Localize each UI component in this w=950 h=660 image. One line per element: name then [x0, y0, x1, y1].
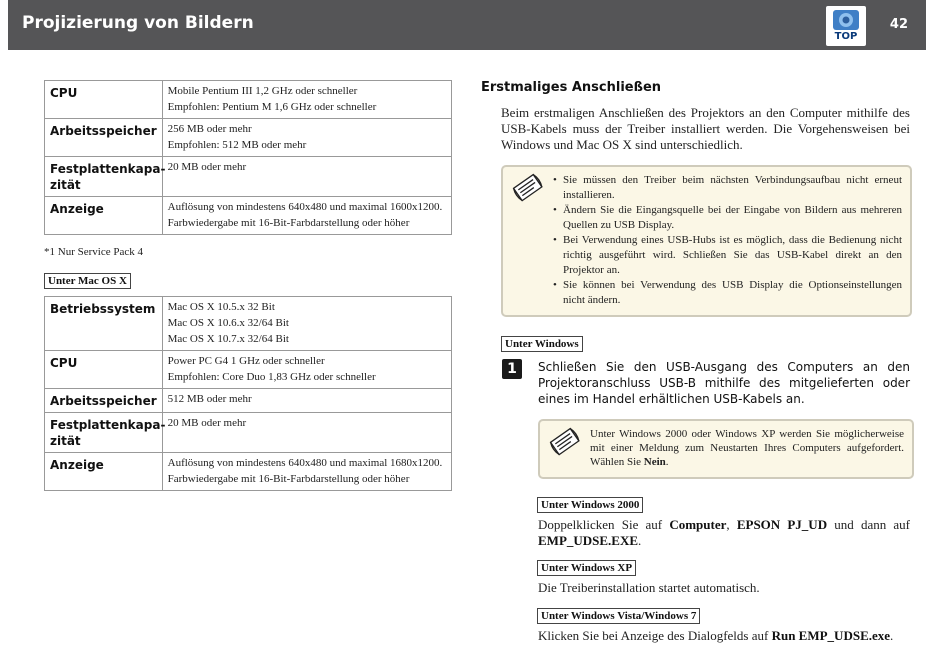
mac-section-label: Unter Mac OS X [44, 273, 131, 289]
row-value [162, 413, 451, 453]
footnote: *1 Nur Service Pack 4 [44, 246, 143, 258]
text-part: Klicken Sie bei Anzeige des Dialogfelds auf [538, 628, 772, 643]
row-value [162, 389, 451, 413]
row-value [162, 197, 451, 235]
value-line: Auflösung von mindestens 640x480 und maximal 1600x1200. [167, 201, 443, 213]
note-list [553, 173, 902, 308]
value-line: Mobile Pentium III 1,2 GHz oder schneller [167, 85, 358, 97]
table-row [45, 297, 452, 351]
table-row [45, 351, 452, 389]
row-key [45, 413, 166, 453]
text-part: Doppelklicken Sie auf [538, 517, 670, 532]
value-line: Power PC G4 1 GHz oder schneller [167, 355, 325, 367]
row-value [162, 119, 451, 157]
ui-term: EPSON PJ_UD [736, 517, 828, 532]
row-value [162, 81, 451, 119]
top-button[interactable] [826, 6, 866, 46]
section-heading: Erstmaliges Anschließen [481, 80, 662, 95]
note-box [501, 165, 912, 317]
row-key-text: Festplattenkapa-zität [50, 162, 166, 192]
note-emphasis: Nein [643, 456, 666, 468]
note-item: • Bei Verwendung eines USB-Hubs ist es möglich, dass die Bedienung nicht richtig ausgeführt wird. Schließen Sie das USB-Kabel direkt an den Projektor an. [563, 233, 902, 278]
intro-paragraph: Beim erstmaligen Anschließen des Projektors an den Computer mithilfe des USB-Kabels muss der Treiber installiert werden. Die Vorgehensweisen bei Windows und Mac OS X sind unterschiedlich. [501, 105, 910, 152]
ui-term: Run EMP_UDSE.exe [771, 628, 891, 643]
table-row [45, 119, 452, 157]
table-row [45, 453, 452, 491]
windowsvista-instruction [538, 628, 910, 644]
note-box-2 [538, 419, 914, 479]
windows-section-label: Unter Windows [501, 336, 583, 352]
table-row [45, 81, 452, 119]
windowsxp-label: Unter Windows XP [537, 560, 636, 576]
row-value [162, 351, 451, 389]
value-line: Farbwiedergabe mit 16-Bit-Farbdarstellung oder höher [167, 217, 410, 229]
value-line: Mac OS X 10.7.x 32/64 Bit [167, 333, 289, 345]
windowsxp-instruction: Die Treiberinstallation startet automatisch. [538, 580, 760, 595]
row-key-text: Festplattenkapa-zität [50, 418, 166, 448]
text-part: . [638, 533, 642, 548]
step-number-badge: 1 [502, 359, 522, 379]
row-value [162, 297, 451, 351]
value-line: Mac OS X 10.6.x 32/64 Bit [167, 317, 289, 329]
row-key: Anzeige [45, 453, 163, 491]
value-line: Empfohlen: Core Duo 1,83 GHz oder schneller [167, 371, 376, 383]
value-line: 20 MB oder mehr [167, 161, 247, 173]
table-row [45, 197, 452, 235]
top-label: TOP [834, 31, 858, 42]
value-line: 512 MB oder mehr [167, 393, 252, 405]
windows-requirements-table [44, 80, 452, 235]
page-number: 42 [889, 17, 908, 32]
note-item: • Sie müssen den Treiber beim nächsten Verbindungsaufbau nicht erneut installieren. [563, 173, 902, 203]
note-text-part: Unter Windows 2000 oder Windows XP werden Sie möglicherweise mit einer Meldung zum Neustarten Ihres Computers aufgefordert. Wählen Sie [590, 428, 904, 468]
row-value [162, 453, 451, 491]
memo-icon [548, 427, 582, 457]
value-line: Empfohlen: Pentium M 1,6 GHz oder schneller [167, 101, 377, 113]
table-row [45, 389, 452, 413]
page-title: Projizierung von Bildern [22, 13, 254, 33]
step-text: Schließen Sie den USB-Ausgang des Computers an den Projektoranschluss USB-B mithilfe des mitgelieferten oder eines im Handel erhältlichen USB-Kabels an. [538, 360, 910, 406]
windows2000-label: Unter Windows 2000 [537, 497, 643, 513]
row-key: Arbeitsspeicher [45, 119, 163, 157]
ui-term: Computer [669, 517, 727, 532]
note-text-part: . [665, 456, 669, 468]
memo-icon [511, 173, 545, 203]
windows2000-instruction [538, 517, 910, 549]
text-part: , [726, 517, 737, 532]
row-key: Betriebssystem [45, 297, 163, 351]
row-key: CPU [45, 81, 163, 119]
row-key: Anzeige [45, 197, 163, 235]
row-value [162, 157, 451, 197]
text-part: und dann auf [827, 517, 911, 532]
value-line: Mac OS X 10.5.x 32 Bit [167, 301, 275, 313]
table-row [45, 413, 452, 453]
ui-term: EMP_UDSE.EXE [538, 533, 639, 548]
page-header [8, 0, 926, 50]
value-line: 20 MB oder mehr [167, 417, 247, 429]
windowsvista-label: Unter Windows Vista/Windows 7 [537, 608, 700, 624]
note-item: • Sie können bei Verwendung des USB Display die Optionseinstellungen nicht ändern. [563, 278, 902, 308]
value-line: 256 MB oder mehr [167, 123, 252, 135]
row-key: Arbeitsspeicher [45, 389, 163, 413]
note-item: • Ändern Sie die Eingangsquelle bei der Eingabe von Bildern aus mehreren Quellen zu USB Display. [563, 203, 902, 233]
table-row [45, 157, 452, 197]
note-text [590, 427, 904, 469]
row-key: CPU [45, 351, 163, 389]
home-icon [832, 9, 860, 31]
mac-requirements-table [44, 296, 452, 491]
value-line: Auflösung von mindestens 640x480 und maximal 1680x1200. [167, 457, 443, 469]
value-line: Farbwiedergabe mit 16-Bit-Farbdarstellung oder höher [167, 473, 410, 485]
row-key [45, 157, 166, 197]
text-part: . [890, 628, 894, 643]
value-line: Empfohlen: 512 MB oder mehr [167, 139, 307, 151]
